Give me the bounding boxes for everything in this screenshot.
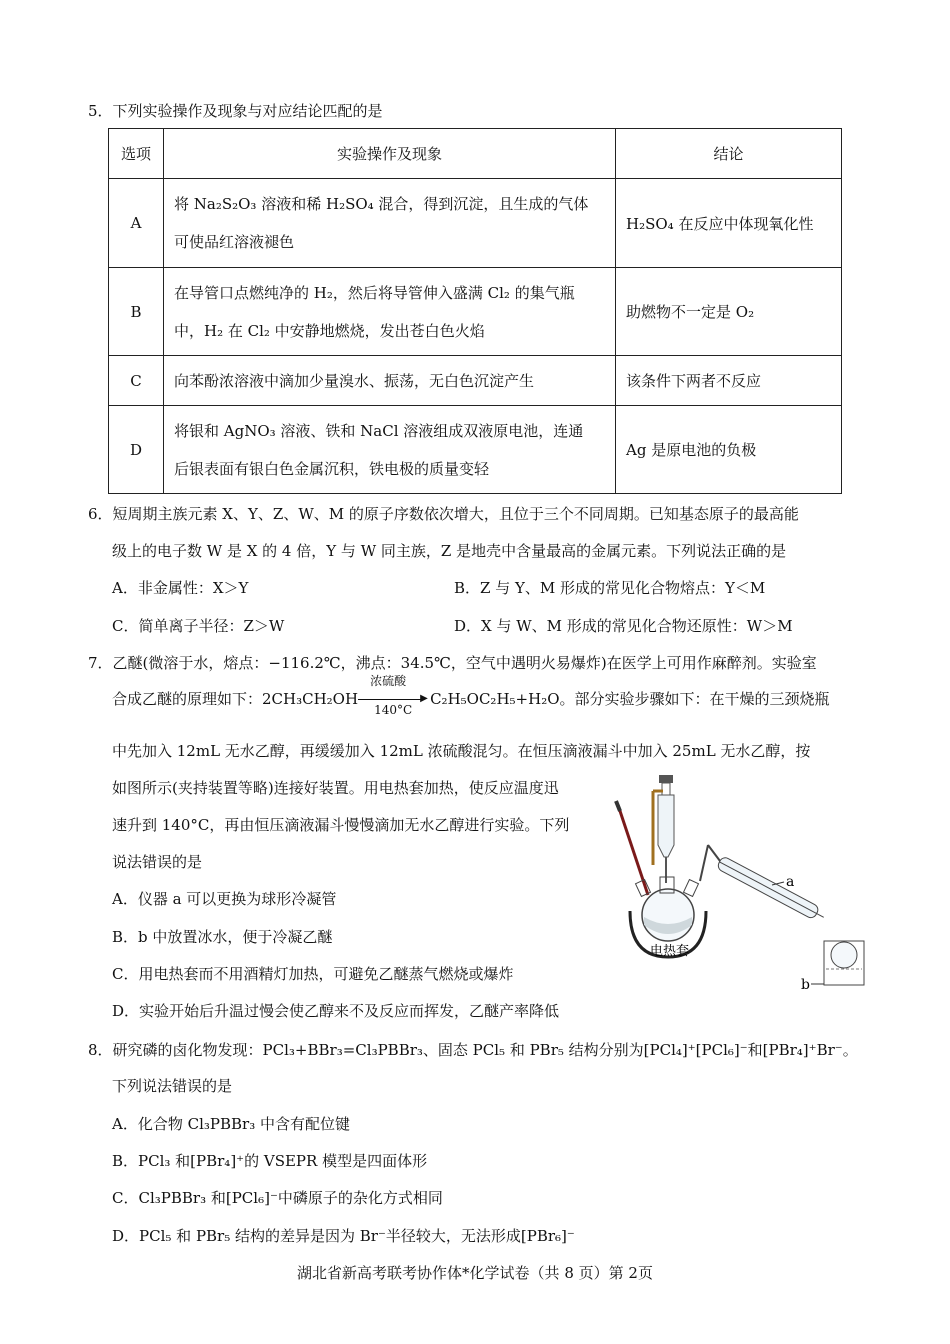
row-conclusion: 该条件下两者不反应	[616, 356, 842, 406]
q7-line2	[112, 674, 830, 717]
q8-option-d: D．PCl₅ 和 PBr₅ 结构的差异是因为 Br⁻半径较大，无法形成[PBr₆]⁻	[112, 1227, 575, 1245]
q7-line4: 如图所示(夹持装置等略)连接好装置。用电热套加热，使反应温度迅	[112, 779, 559, 797]
thermometer-icon	[618, 805, 648, 895]
row-operation	[164, 406, 616, 494]
q6-option-c: C．简单离子半径：Z＞W	[112, 617, 285, 635]
row-option: A	[109, 179, 164, 268]
q7-option-d: D．实验开始后升温过慢会使乙醇来不及反应而挥发，乙醚产率降低	[112, 1002, 560, 1020]
table-row	[109, 406, 842, 494]
arrow-condition-top: 浓硫酸	[370, 674, 407, 688]
q6-option-a: A．非金属性：X＞Y	[112, 579, 249, 597]
q7-line3: 中先加入 12mL 无水乙醇，再缓缓加入 12mL 浓硫酸混匀。在恒压滴液漏斗中加入 25mL 无水乙醇，按	[112, 742, 811, 760]
row-operation	[164, 268, 616, 356]
label-a: a	[786, 874, 795, 890]
q7-line6: 说法错误的是	[112, 853, 203, 871]
distillation-apparatus-figure	[608, 765, 868, 997]
operation-line: 后银表面有银白色金属沉积，铁电极的质量变轻	[174, 459, 490, 478]
arrow-condition-bottom: 140°C	[374, 703, 413, 717]
header-conclusion: 结论	[616, 129, 842, 179]
q7-line5: 速升到 140°C，再由恒压滴液漏斗慢慢滴加无水乙醇进行实验。下列	[112, 816, 570, 834]
q8-option-c: C．Cl₃PBBr₃ 和[PCl₆]⁻中磷原子的杂化方式相同	[112, 1189, 443, 1207]
row-conclusion: H₂SO₄ 在反应中体现氧化性	[616, 179, 842, 268]
row-option: B	[109, 268, 164, 356]
q5-table	[108, 128, 842, 494]
row-operation: 向苯酚浓溶液中滴加少量溴水、振荡，无白色沉淀产生	[164, 356, 616, 406]
q8-line1: 8．研究磷的卤化物发现：PCl₃+BBr₃=Cl₃PBBr₃、固态 PCl₅ 和 PBr₅ 结构分别为[PCl₄]⁺[PCl₆]⁻和[PBr₄]⁺Br⁻。	[88, 1041, 858, 1059]
header-operation: 实验操作及现象	[164, 129, 616, 179]
table-row	[109, 179, 842, 268]
q5-stem: 5．下列实验操作及现象与对应结论匹配的是	[88, 102, 383, 120]
heater-label: 电热套	[650, 944, 690, 959]
row-option: C	[109, 356, 164, 406]
operation-line: 在导管口点燃纯净的 H₂，然后将导管伸入盛满 Cl₂ 的集气瓶	[174, 283, 575, 302]
q6-option-d: D．X 与 W、M 形成的常见化合物还原性：W＞M	[454, 617, 793, 635]
q8-line2: 下列说法错误的是	[112, 1077, 233, 1095]
q6-line1: 6．短周期主族元素 X、Y、Z、W、M 的原子序数依次增大，且位于三个不同周期。已知基态原子的最高能	[88, 505, 799, 523]
q6-line2: 级上的电子数 W 是 X 的 4 倍，Y 与 W 同主族，Z 是地壳中含量最高的金属元素。下列说法正确的是	[112, 542, 787, 560]
header-option: 选项	[109, 129, 164, 179]
row-option: D	[109, 406, 164, 494]
q7-option-a: A．仪器 a 可以更换为球形冷凝管	[112, 890, 337, 908]
row-conclusion: Ag 是原电池的负极	[616, 406, 842, 494]
q7-option-c: C．用电热套而不用酒精灯加热，可避免乙醚蒸气燃烧或爆炸	[112, 965, 514, 983]
operation-line: 将 Na₂S₂O₃ 溶液和稀 H₂SO₄ 混合，得到沉淀，且生成的气体	[174, 195, 589, 213]
page-footer: 湖北省新高考联考协作体*化学试卷（共 8 页）第 2页	[297, 1264, 653, 1282]
q6-option-b: B．Z 与 Y、M 形成的常见化合物熔点：Y＜M	[454, 579, 766, 597]
label-b: b	[801, 977, 810, 993]
arrow-head-icon: ▶	[420, 693, 428, 704]
q7-line1: 7．乙醚(微溶于水，熔点：−116.2℃，沸点：34.5℃，空气中遇明火易爆炸)在医学上可用作麻醉剂。实验室	[88, 654, 817, 672]
table-row	[109, 356, 842, 406]
q8-option-a: A．化合物 Cl₃PBBr₃ 中含有配位键	[112, 1115, 350, 1133]
q8-option-b: B．PCl₃ 和[PBr₄]⁺的 VSEPR 模型是四面体形	[112, 1152, 428, 1170]
condenser-icon	[716, 856, 827, 924]
table-header-row	[109, 129, 842, 179]
table-row	[109, 268, 842, 356]
row-conclusion: 助燃物不一定是 O₂	[616, 268, 842, 356]
q7-option-b: B．b 中放置冰水，便于冷凝乙醚	[112, 928, 333, 946]
row-operation	[164, 179, 616, 268]
operation-line: 将银和 AgNO₃ 溶液、铁和 NaCl 溶液组成双液原电池，连通	[174, 421, 584, 440]
operation-line: 中，H₂ 在 Cl₂ 中安静地燃烧，发出苍白色火焰	[174, 321, 485, 340]
q7-line2-part1: 合成乙醚的原理如下：2CH₃CH₂OH	[112, 690, 359, 708]
q7-line2-part2: C₂H₅OC₂H₅+H₂O。部分实验步骤如下：在干燥的三颈烧瓶	[430, 690, 830, 708]
arrow-line	[358, 699, 424, 700]
reaction-arrow	[358, 674, 430, 717]
dropping-funnel-icon	[658, 795, 674, 857]
operation-line: 可使品红溶液褪色	[174, 233, 295, 251]
